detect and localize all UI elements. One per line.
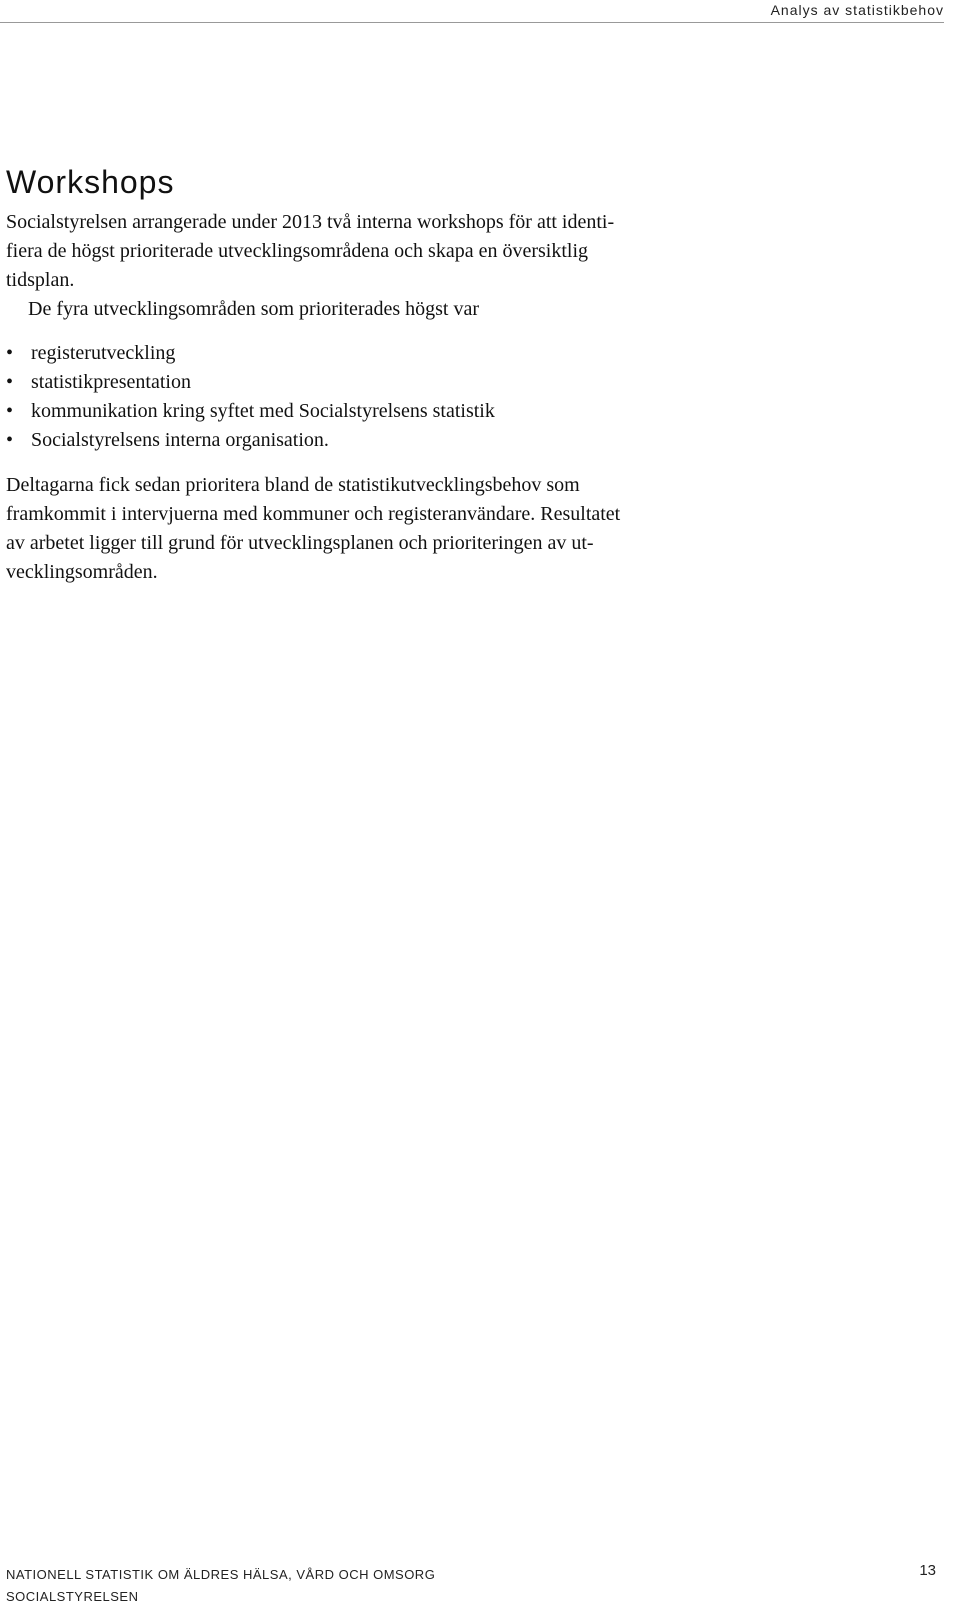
closing-line: Deltagarna fick sedan prioritera bland de statistikutvecklingsbehov som [6,474,580,496]
list-item-text: statistikpresentation [31,371,191,393]
list-item-text: kommunikation kring syftet med Socialstyrelsens statistik [31,400,495,422]
bullet-icon: • [6,429,14,451]
bullet-icon: • [6,371,14,393]
running-header: Analys av statistikbehov [770,2,944,18]
footer-publication-title: NATIONELL STATISTIK OM ÄLDRES HÄLSA, VÅRD OCH OMSORG [6,1567,436,1582]
footer-publisher: SOCIALSTYRELSEN [6,1589,139,1604]
page-number: 13 [919,1562,936,1579]
bullet-icon: • [6,342,14,364]
list-item-text: registerutveckling [31,342,176,364]
closing-line: vecklingsområden. [6,561,158,583]
closing-line: framkommit i intervjuerna med kommuner och registeranvändare. Resultatet [6,503,621,525]
header-divider [0,22,944,23]
intro-line: tidsplan. [6,269,75,291]
list-item-text: Socialstyrelsens interna organisation. [31,429,329,451]
list-lead-text: De fyra utvecklingsområden som prioriterades högst var [28,298,479,320]
priority-list [6,339,726,455]
bullet-icon: • [6,400,14,422]
footer [6,1564,435,1608]
closing-line: av arbetet ligger till grund för utvecklingsplanen och prioriteringen av ut- [6,532,594,554]
list-item [6,426,726,455]
intro-line: fiera de högst prioriterade utvecklingsområdena och skapa en översiktlig [6,240,589,262]
closing-paragraph [6,471,726,587]
page-title: Workshops [6,164,175,200]
main-content [6,208,726,587]
list-item [6,368,726,397]
intro-line: Socialstyrelsen arrangerade under 2013 två interna workshops för att identi- [6,211,615,233]
list-item [6,339,726,368]
intro-paragraph [6,208,726,295]
list-item [6,397,726,426]
